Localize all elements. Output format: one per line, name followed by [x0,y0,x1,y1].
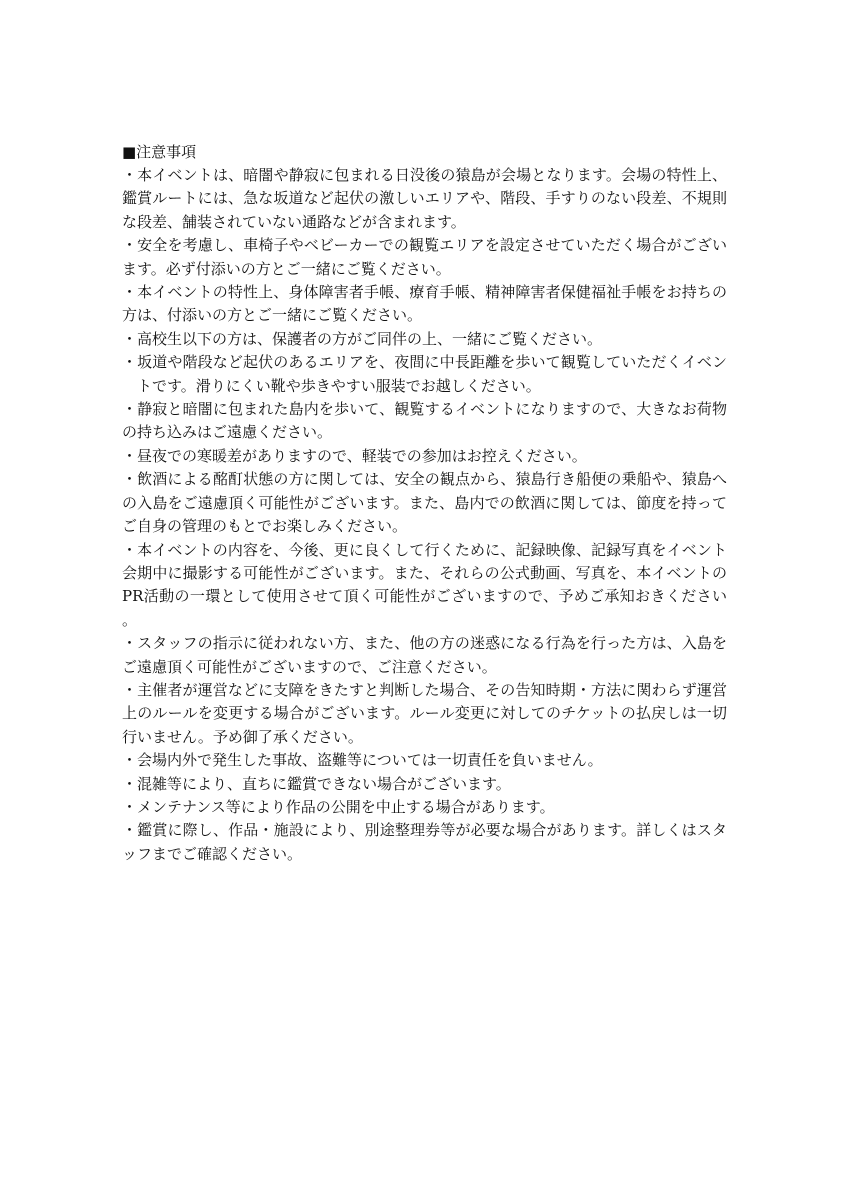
notice-item: ・本イベントは、暗闇や静寂に包まれる日没後の猿島が会場となります。会場の特性上、鑑賞ルートには、急な坂道など起伏の激しいエリアや、階段、手すりのない段差、不規則な段差、舗装されていない通路などが含まれます。 [122,166,727,231]
notice-item: ・主催者が運営などに支障をきたすと判断した場合、その告知時期・方法に関わらず運営上のルールを変更する場合がございます。ルール変更に対してのチケットの払戻しは一切行いません。予め御了承ください。 [122,680,727,746]
notice-section [122,141,727,866]
notice-heading: ■注意事項 [122,143,197,161]
notice-item: ・会場内外で発生した事故、盗難等については一切責任を負いません。 [122,751,603,770]
notice-item: ・昼夜での寒暖差がありますので、軽装での参加はお控えください。 [122,446,587,465]
notice-item: ・本イベントの内容を、今後、更に良くして行くために、記録映像、記録写真をイベント会期中に撮影する可能性がございます。また、それらの公式動画、写真を、本イベントのPR活動の一環として使用させて頂く可能性がございますので、予めご承知おきください。 [122,540,727,629]
notice-item: ・混雑等により、直ちに鑑賞できない場合がございます。 [122,774,511,793]
notice-item: ・高校生以下の方は、保護者の方がご同伴の上、一緒にご覧ください。 [122,329,603,348]
notice-item: ・メンテナンス等により作品の公開を中止する場合があります。 [122,797,555,816]
notice-item: ・坂道や階段など起伏のあるエリアを、夜間に中長距離を歩いて観覧していただくイベントです。滑りにくい靴や歩きやすい服装でお越しください。 [122,353,727,395]
notice-item: ・鑑賞に際し、作品・施設により、別途整理券等が必要な場合があります。詳しくはスタッフまでご確認ください。 [122,821,727,863]
notice-item: ・本イベントの特性上、身体障害者手帳、療育手帳、精神障害者保健福祉手帳をお持ちの方は、付添いの方とご一緒にご覧ください。 [122,283,727,325]
notice-item: ・スタッフの指示に従われない方、また、他の方の迷惑になる行為を行った方は、入島をご遠慮頂く可能性がございますので、ご注意ください。 [122,634,727,676]
notice-item: ・飲酒による酩酊状態の方に関しては、安全の観点から、猿島行き船便の乗船や、猿島への入島をご遠慮頂く可能性がございます。また、島内での飲酒に関しては、節度を持ってご自身の管理のもとでお楽しみください。 [122,470,727,536]
notice-item: ・静寂と暗闇に包まれた島内を歩いて、観覧するイベントになりますので、大きなお荷物の持ち込みはご遠慮ください。 [122,400,727,442]
notice-item: ・安全を考慮し、車椅子やベビーカーでの観覧エリアを設定させていただく場合がございます。必ず付添いの方とご一緒にご覧ください。 [122,236,727,278]
notice-list [122,164,727,866]
